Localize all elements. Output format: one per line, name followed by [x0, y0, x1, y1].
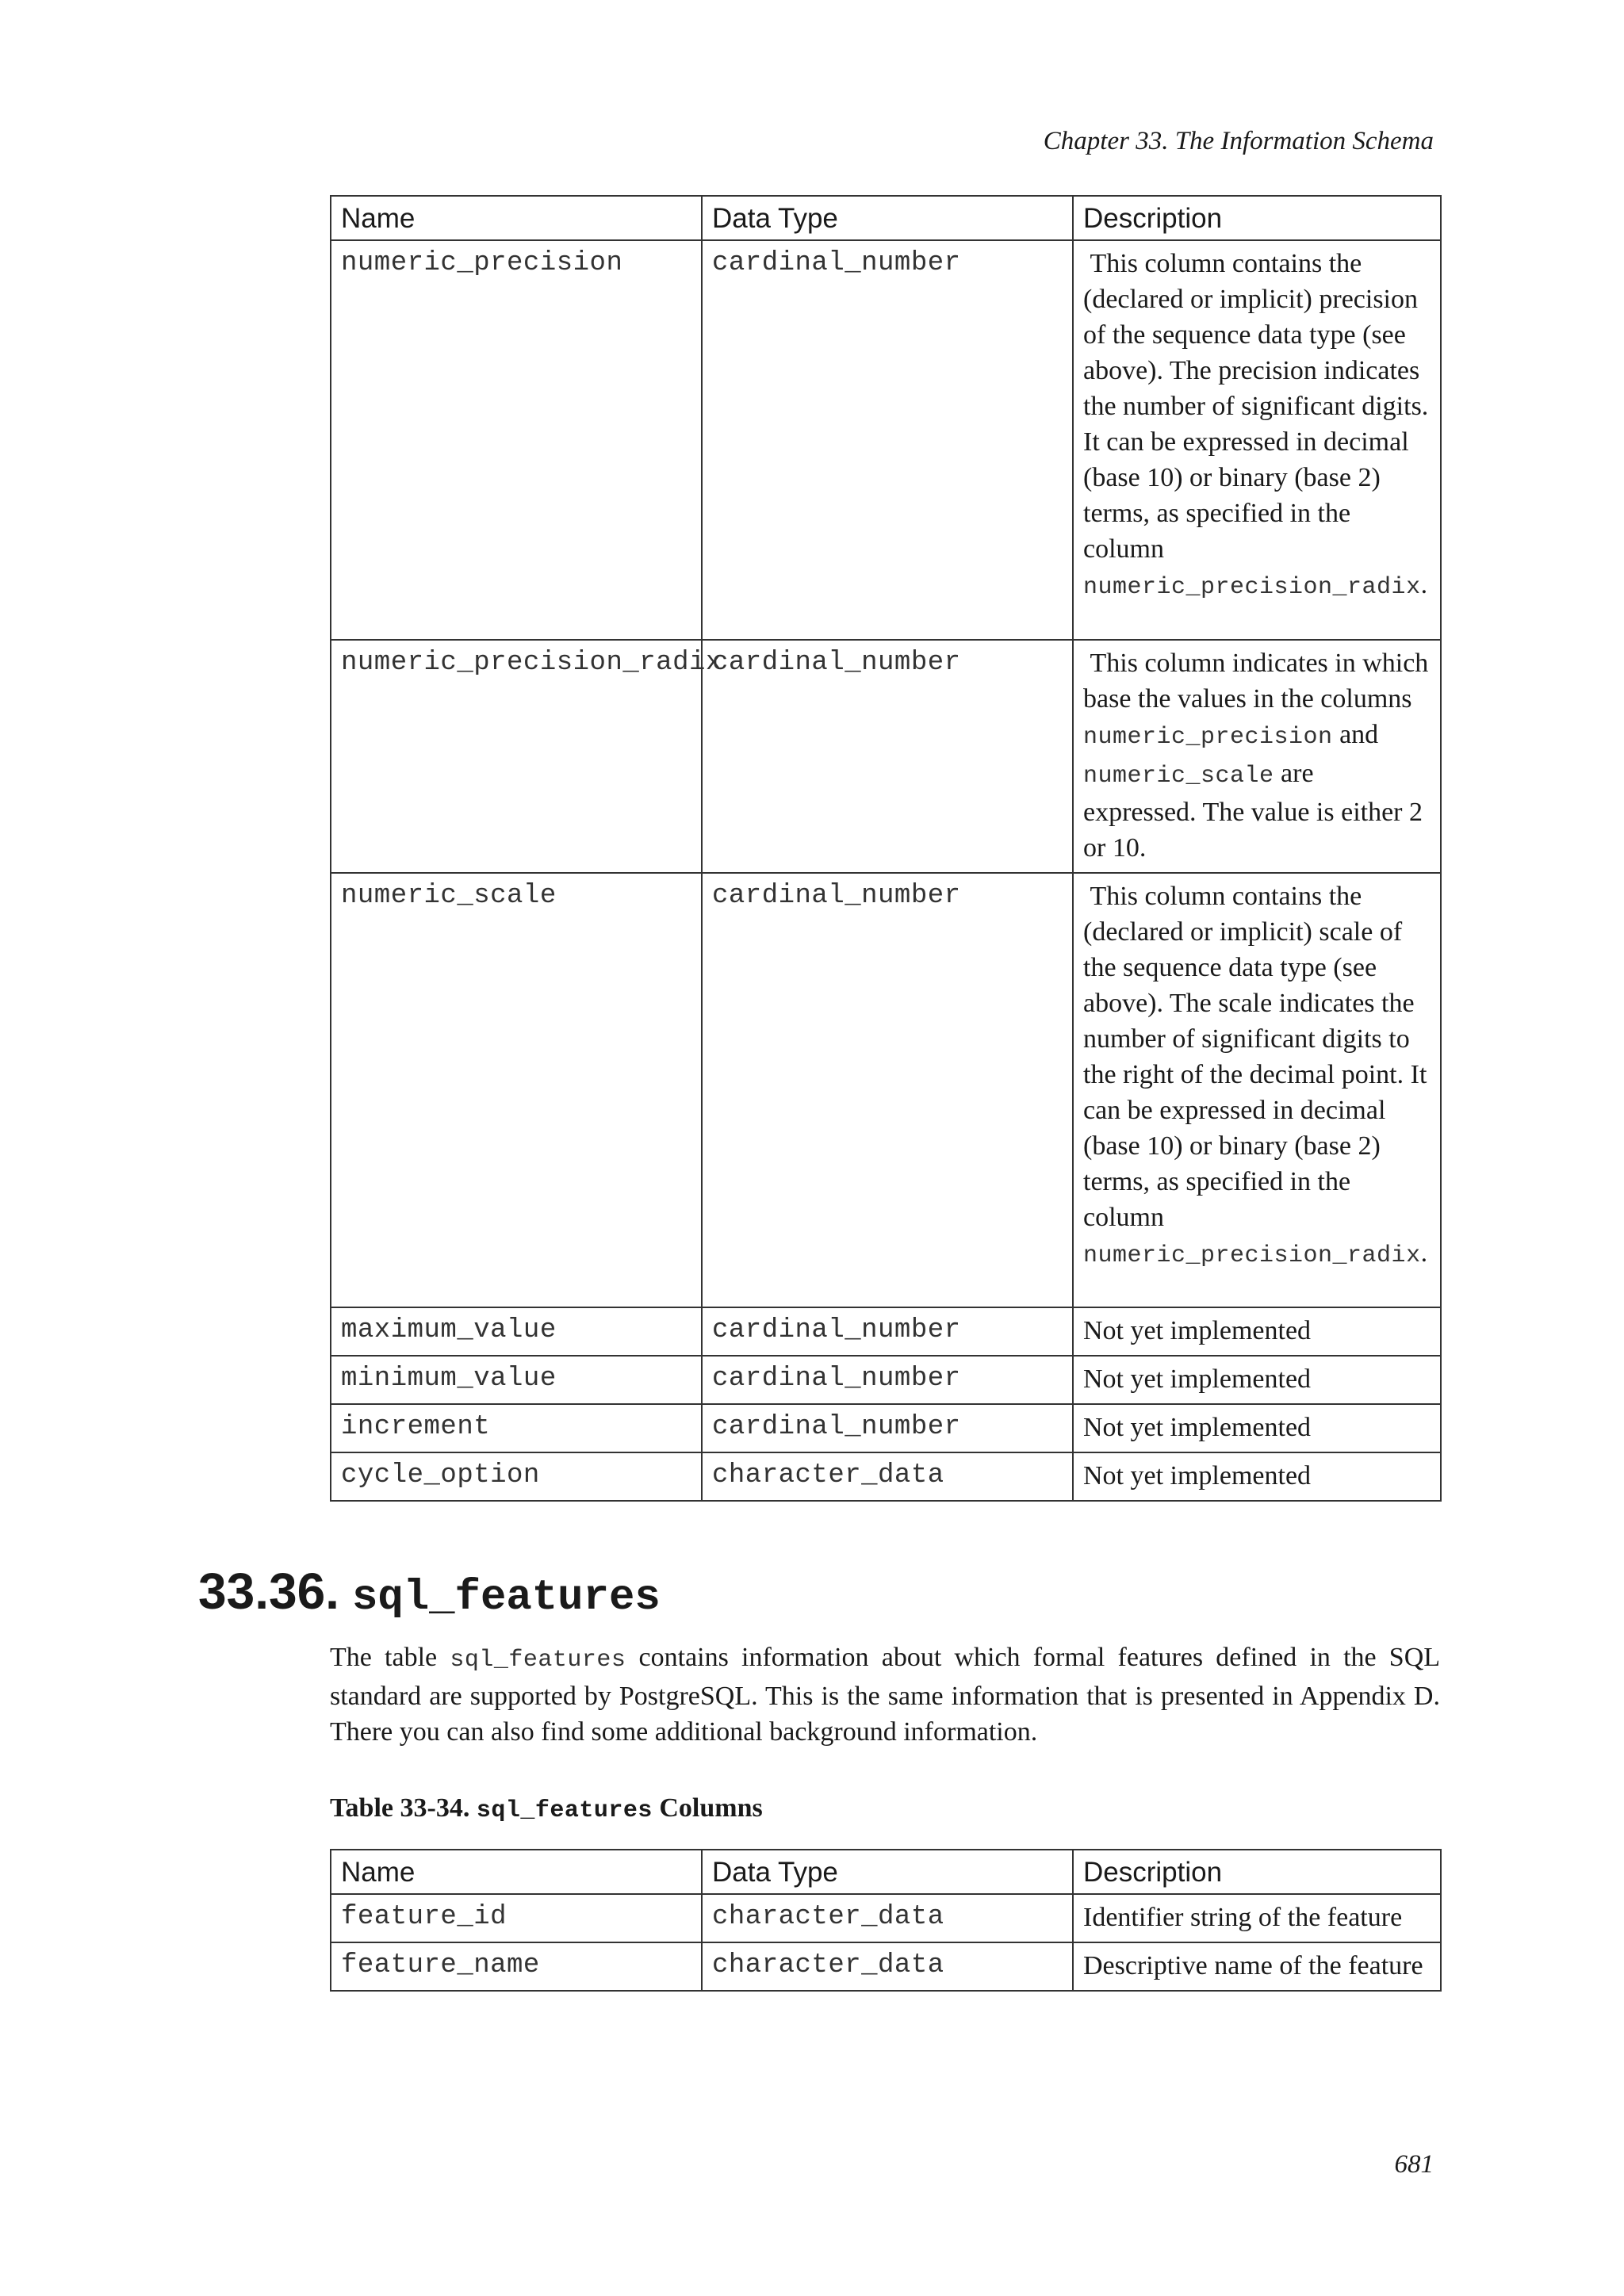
table-row — [331, 1404, 1441, 1452]
cell-description: Not yet implemented — [1073, 1452, 1441, 1501]
table-row — [331, 640, 1441, 873]
column-header-type: Data Type — [702, 1850, 1073, 1894]
section-paragraph — [330, 1640, 1440, 1750]
cell-description: Not yet implemented — [1073, 1307, 1441, 1356]
section-title: sql_features — [351, 1574, 661, 1622]
description-text: and — [1339, 720, 1379, 749]
description-end: . — [1420, 570, 1428, 599]
cell-name: feature_id — [331, 1894, 702, 1942]
cell-description: Descriptive name of the feature — [1073, 1942, 1441, 1991]
column-header-name: Name — [331, 196, 702, 240]
table-row — [331, 1894, 1441, 1942]
cell-name: numeric_scale — [331, 873, 702, 1307]
table-row — [331, 873, 1441, 1307]
description-code: numeric_precision_radix — [1083, 574, 1421, 601]
cell-type: character_data — [702, 1942, 1073, 1991]
caption-label: Table 33-34. — [330, 1793, 470, 1823]
cell-name: minimum_value — [331, 1356, 702, 1404]
cell-type: cardinal_number — [702, 1356, 1073, 1404]
caption-suffix: Columns — [659, 1793, 763, 1823]
description-code: numeric_precision — [1083, 724, 1333, 751]
column-header-description: Description — [1073, 1850, 1441, 1894]
cell-description: Not yet implemented — [1073, 1404, 1441, 1452]
column-header-type: Data Type — [702, 196, 1073, 240]
table-row — [331, 1452, 1441, 1501]
paragraph-text: contains information about which formal features defined in the SQL standard are supported by PostgreSQL. This is the same information that is presented in Appendix D. There you can also find some additional background information. — [330, 1643, 1441, 1747]
cell-description: Identifier string of the feature — [1073, 1894, 1441, 1942]
cell-name: increment — [331, 1404, 702, 1452]
table-header-row — [331, 196, 1441, 240]
table-caption — [330, 1793, 763, 1824]
cell-type: character_data — [702, 1894, 1073, 1942]
cell-type: character_data — [702, 1452, 1073, 1501]
section-number: 33.36. — [198, 1563, 339, 1620]
description-code: numeric_scale — [1083, 763, 1274, 790]
table-row — [331, 1942, 1441, 1991]
paragraph-code: sql_features — [450, 1647, 626, 1674]
description-text: This column indicates in which base the values in the columns — [1083, 649, 1429, 714]
cell-description: Not yet implemented — [1073, 1356, 1441, 1404]
cell-name: feature_name — [331, 1942, 702, 1991]
cell-type: cardinal_number — [702, 240, 1073, 640]
cell-description — [1073, 640, 1441, 873]
cell-description — [1073, 240, 1441, 640]
sql-features-columns-table — [330, 1849, 1442, 1992]
description-code: numeric_precision_radix — [1083, 1242, 1421, 1269]
cell-type: cardinal_number — [702, 1404, 1073, 1452]
table-header-row — [331, 1850, 1441, 1894]
cell-description — [1073, 873, 1441, 1307]
description-text: are expressed. The value is either 2 or 10. — [1083, 759, 1423, 863]
cell-type: cardinal_number — [702, 640, 1073, 873]
running-header: Chapter 33. The Information Schema — [1043, 127, 1434, 155]
table-row — [331, 240, 1441, 640]
table-row — [331, 1356, 1441, 1404]
sequences-columns-table — [330, 195, 1442, 1502]
paragraph-text: The table — [330, 1643, 438, 1672]
caption-code: sql_features — [476, 1797, 653, 1824]
column-header-description: Description — [1073, 196, 1441, 240]
cell-type: cardinal_number — [702, 873, 1073, 1307]
table-row — [331, 1307, 1441, 1356]
description-end: . — [1420, 1238, 1428, 1268]
description-text: This column contains the (declared or implicit) precision of the sequence data type (see above). The precision indicates the number of significant digits. It can be expressed in decimal (base 10) or binary (base 2) terms, as specified in the column — [1083, 249, 1429, 564]
page-number: 681 — [1394, 2150, 1434, 2179]
column-header-name: Name — [331, 1850, 702, 1894]
cell-name: numeric_precision_radix — [331, 640, 702, 873]
description-text: This column contains the (declared or implicit) scale of the sequence data type (see above). The scale indicates the number of significant digits to the right of the decimal point. It can be expressed in decimal (base 10) or binary (base 2) terms, as specified in the column — [1083, 882, 1427, 1232]
cell-name: maximum_value — [331, 1307, 702, 1356]
cell-type: cardinal_number — [702, 1307, 1073, 1356]
cell-name: cycle_option — [331, 1452, 702, 1501]
cell-name: numeric_precision — [331, 240, 702, 640]
section-heading — [198, 1562, 661, 1622]
